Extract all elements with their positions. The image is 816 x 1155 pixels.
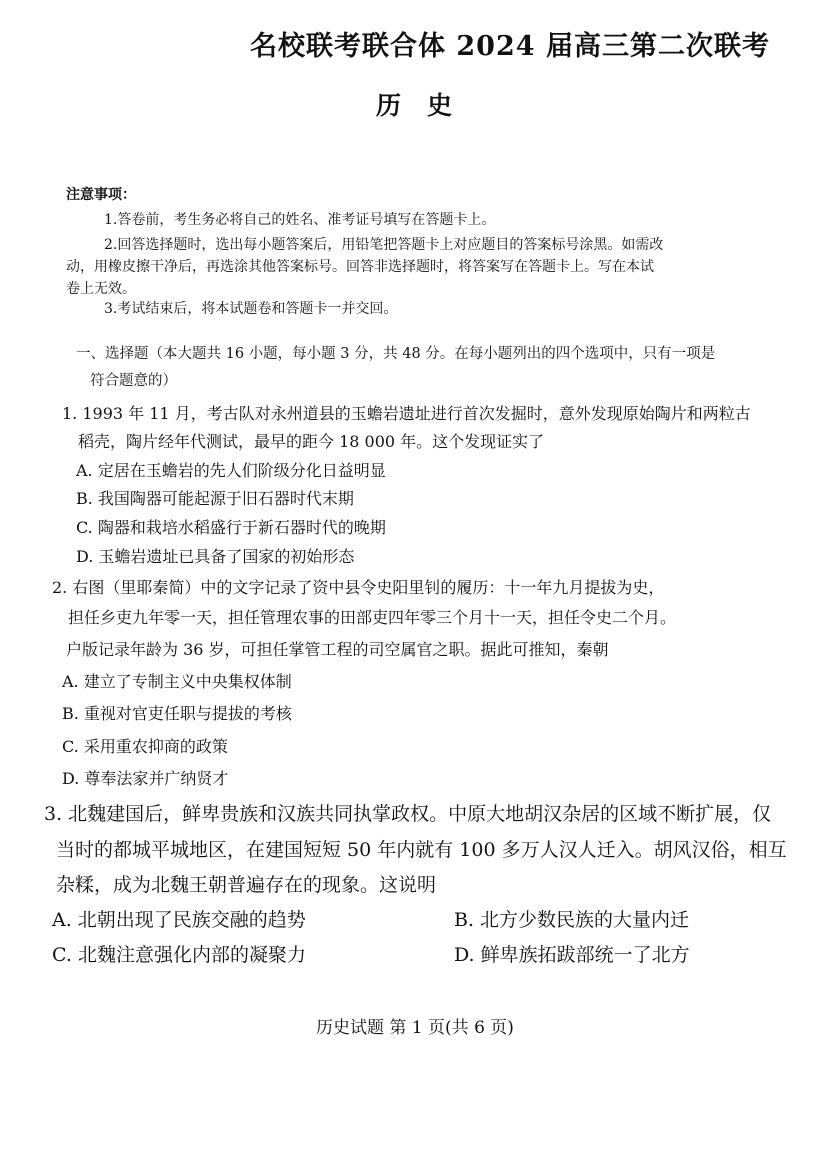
question-2-option-c: C. 采用重农抑商的政策: [62, 737, 228, 756]
section-heading: 一、选择题（本大题共 16 小题，每小题 3 分，共 48 分。在每小题列出的四个选项中，只有一项是: [76, 346, 716, 362]
question-1-option-a: A. 定居在玉蟾岩的先人们阶级分化日益明显: [76, 461, 386, 480]
question-1-stem-cont: 稻壳，陶片经年代测试，最早的距今 18 000 年。这个发现证实了: [78, 432, 545, 451]
subject-title: 历史: [376, 91, 479, 120]
question-1-option-d: D. 玉蟾岩遗址已具备了国家的初始形态: [76, 547, 355, 566]
question-3-option-b: B. 北方少数民族的大量内迁: [454, 909, 690, 931]
note-line: 动，用橡皮擦干净后，再选涂其他答案标号。回答非选择题时，将答案写在答题卡上。写在本试: [66, 259, 654, 275]
question-3-stem-cont: 当时的都城平城地区，在建国短短 50 年内就有 100 多万人汉人迁入。胡风汉俗，相互: [56, 839, 787, 861]
note-line: 1.答卷前，考生务必将自己的姓名、准考证号填写在答题卡上。: [104, 212, 496, 228]
section-heading-cont: 符合题意的）: [90, 373, 177, 389]
exam-header-title: 名校联考联合体 2024 届高三第二次联考: [250, 31, 770, 62]
question-3-stem-cont: 杂糅，成为北魏王朝普遍存在的现象。这说明: [56, 874, 437, 896]
page-footer: 历史试题 第 1 页(共 6 页): [316, 1018, 514, 1038]
question-2-stem-cont: 担任乡吏九年零一天，担任管理农事的田部吏四年零三个月十一天，担任令史二个月。: [68, 608, 677, 627]
note-line: 2.回答选择题时，选出每小题答案后，用铅笔把答题卡上对应题目的答案标号涂黑。如需改: [104, 237, 664, 253]
question-1-option-b: B. 我国陶器可能起源于旧石器时代末期: [76, 489, 354, 508]
question-3-option-d: D. 鲜卑族拓跋部统一了北方: [454, 944, 690, 966]
question-1-stem: 1. 1993 年 11 月，考古队对永州道县的玉蟾岩遗址进行首次发掘时，意外发现原始陶片和两粒古: [62, 404, 751, 423]
question-3-option-a: A. 北朝出现了民族交融的趋势: [52, 909, 306, 931]
question-3-option-c: C. 北魏注意强化内部的凝聚力: [52, 944, 306, 966]
question-2-option-b: B. 重视对官吏任职与提拔的考核: [62, 704, 292, 723]
question-2-option-d: D. 尊奉法家并广纳贤才: [62, 769, 229, 788]
question-1-option-c: C. 陶器和栽培水稻盛行于新石器时代的晚期: [76, 518, 386, 537]
question-2-option-a: A. 建立了专制主义中央集权体制: [62, 672, 292, 691]
question-2-stem: 2. 右图（里耶秦简）中的文字记录了资中县令史阳里钊的履历：十一年九月提拔为史，: [52, 578, 665, 597]
note-line: 卷上无效。: [66, 281, 136, 297]
note-line: 3.考试结束后，将本试题卷和答题卡一并交回。: [104, 301, 398, 317]
question-2-stem-cont: 户版记录年龄为 36 岁，可担任掌管工程的司空属官之职。据此可推知，秦朝: [66, 640, 609, 659]
question-3-stem: 3. 北魏建国后，鲜卑贵族和汉族共同执掌政权。中原大地胡汉杂居的区域不断扩展，仅: [44, 803, 772, 825]
notes-title: 注意事项：: [66, 187, 136, 203]
